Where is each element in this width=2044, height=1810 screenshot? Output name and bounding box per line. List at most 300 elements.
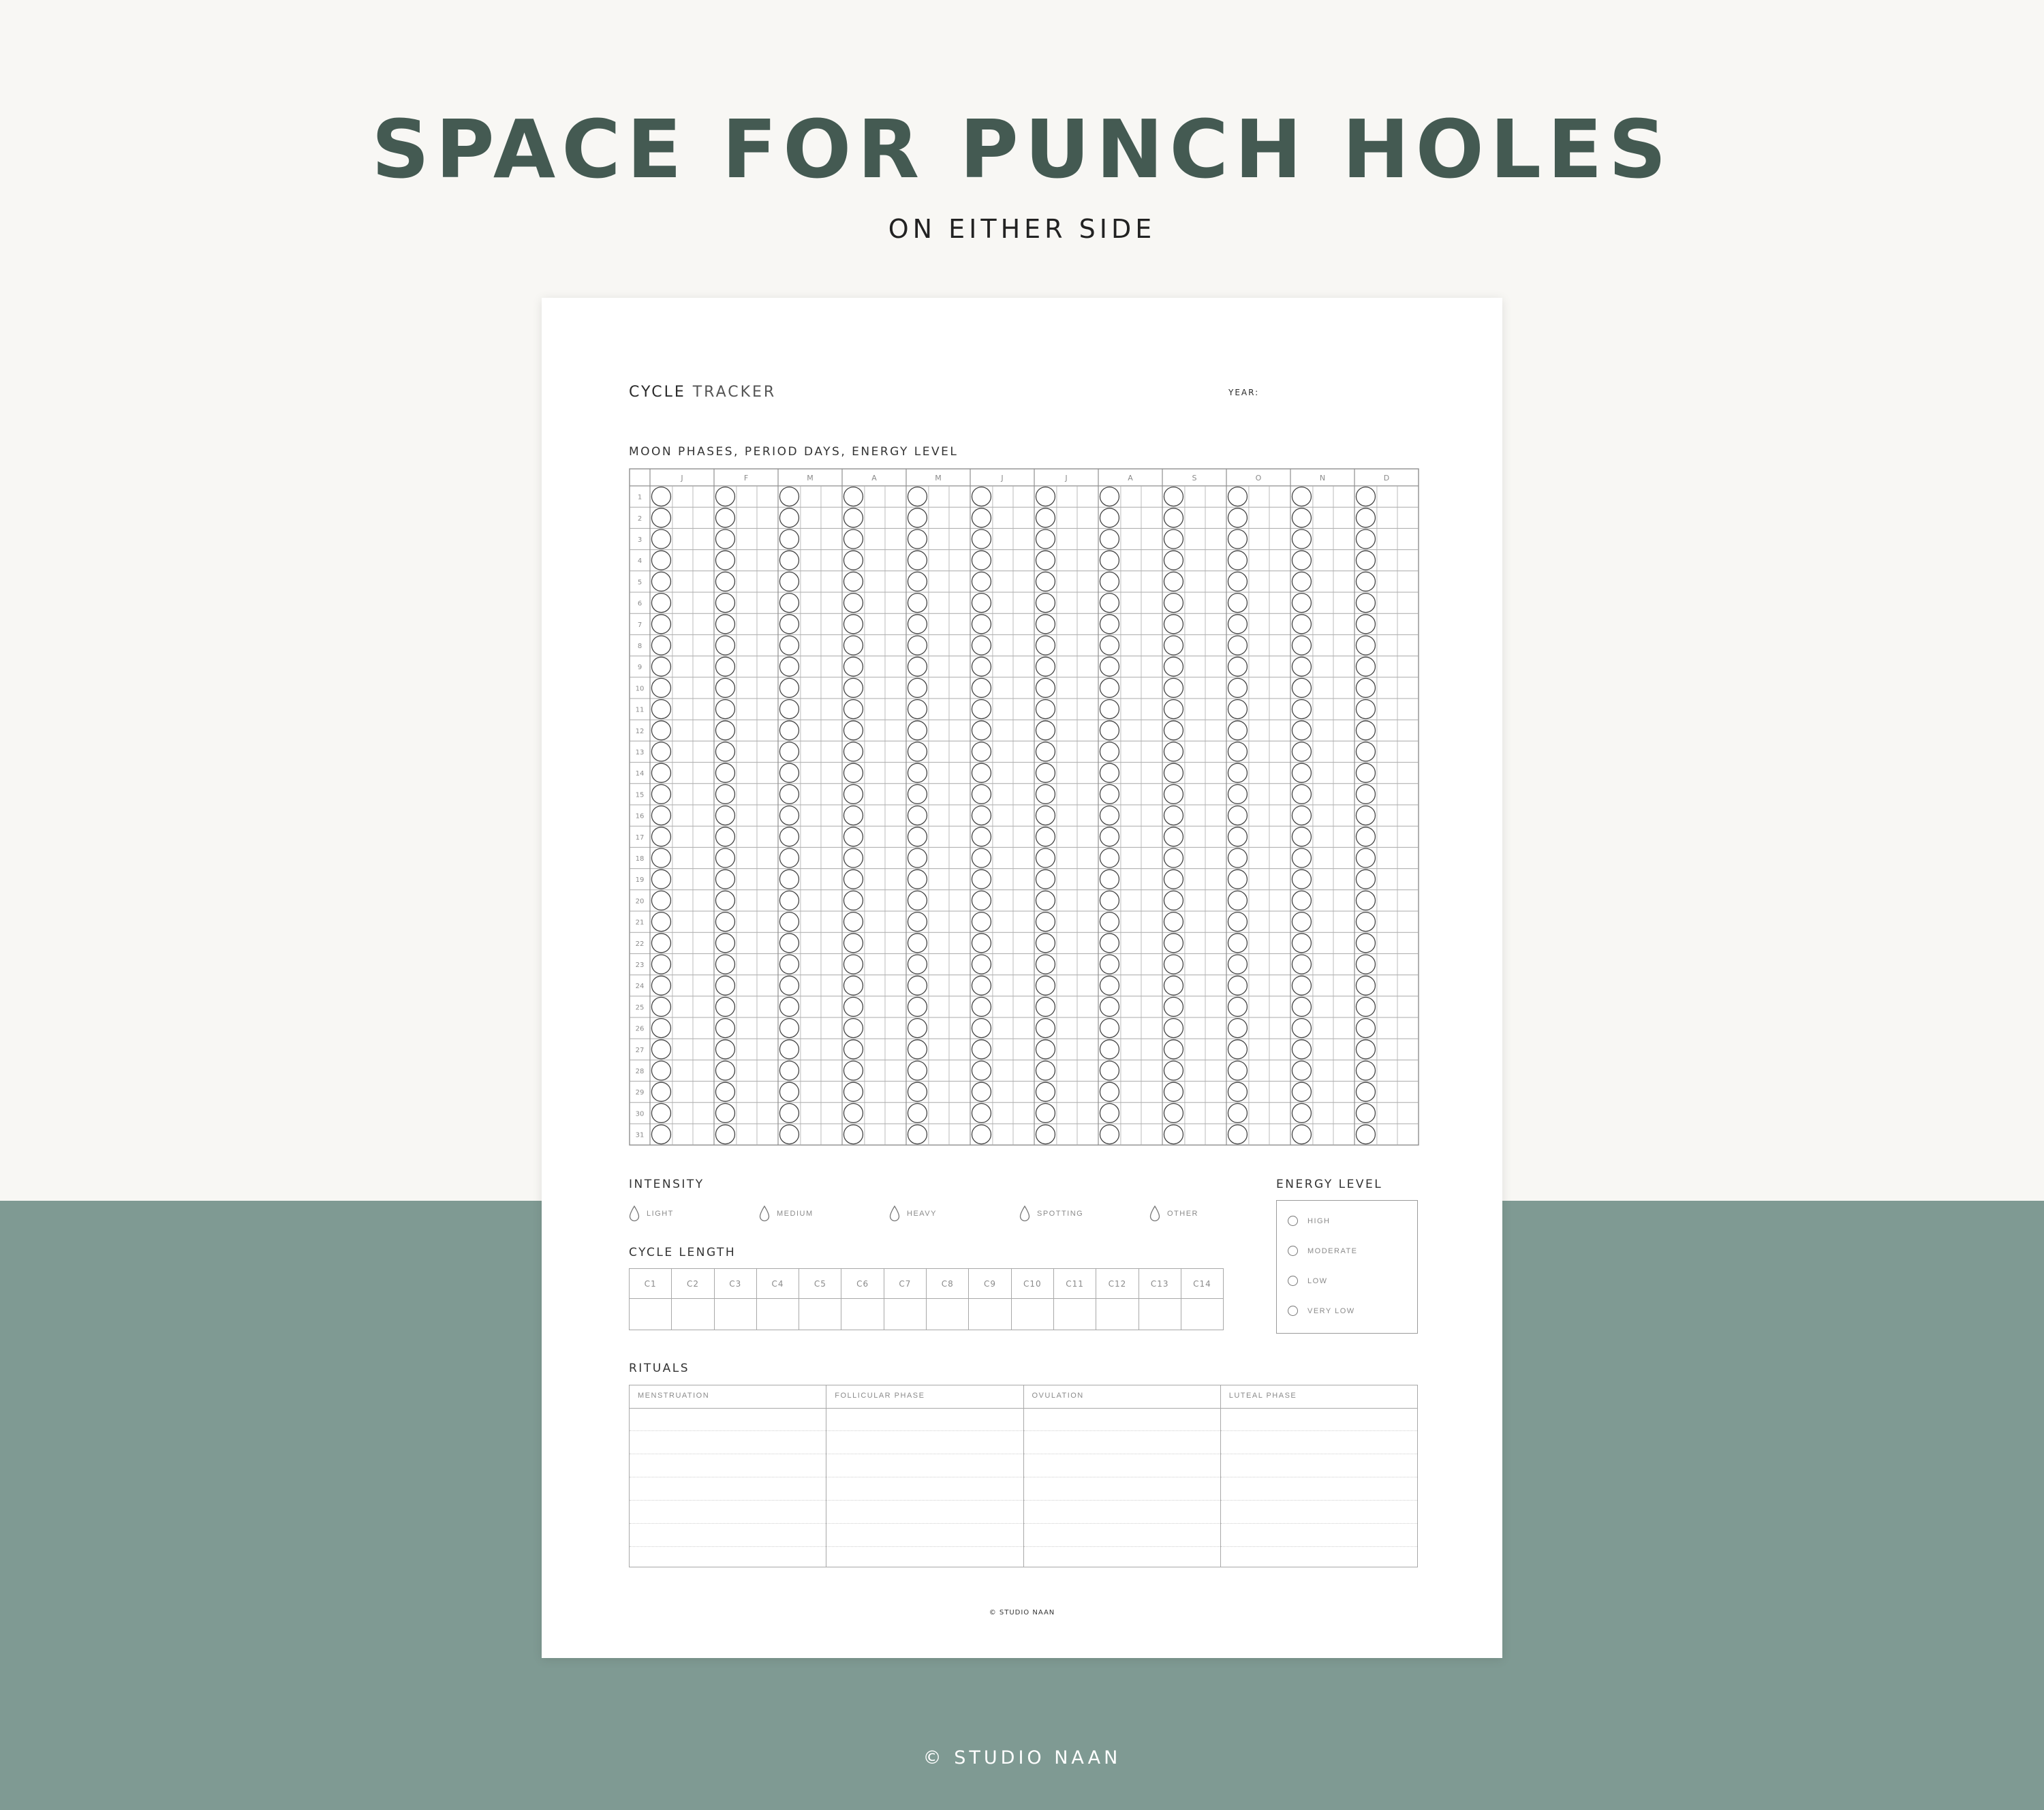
moon-phase-circle[interactable] (1356, 508, 1375, 527)
moon-phase-circle[interactable] (651, 1061, 670, 1080)
moon-phase-circle[interactable] (715, 572, 734, 591)
moon-phase-circle[interactable] (1292, 955, 1311, 974)
moon-phase-circle[interactable] (1356, 806, 1375, 825)
cycle-entry-cell[interactable] (1139, 1299, 1181, 1330)
moon-phase-circle[interactable] (651, 763, 670, 782)
moon-phase-circle[interactable] (843, 912, 863, 932)
cycle-entry-cell[interactable] (714, 1299, 756, 1330)
moon-phase-circle[interactable] (779, 848, 799, 868)
moon-phase-circle[interactable] (715, 1061, 734, 1080)
moon-phase-circle[interactable] (1228, 1082, 1247, 1101)
energy-option[interactable] (1288, 1246, 1358, 1256)
moon-phase-circle[interactable] (1164, 848, 1183, 868)
moon-phase-circle[interactable] (1164, 1061, 1183, 1080)
moon-phase-circle[interactable] (651, 870, 670, 889)
intensity-option[interactable] (889, 1206, 937, 1222)
moon-phase-circle[interactable] (779, 678, 799, 697)
moon-phase-circle[interactable] (1100, 1082, 1119, 1101)
moon-phase-circle[interactable] (779, 806, 799, 825)
moon-phase-circle[interactable] (1100, 827, 1119, 846)
moon-phase-circle[interactable] (1036, 594, 1055, 613)
moon-phase-circle[interactable] (1036, 955, 1055, 974)
moon-phase-circle[interactable] (651, 572, 670, 591)
moon-phase-circle[interactable] (651, 742, 670, 761)
moon-phase-circle[interactable] (908, 806, 927, 825)
cycle-entry-cell[interactable] (756, 1299, 799, 1330)
moon-phase-circle[interactable] (843, 551, 863, 570)
moon-phase-circle[interactable] (1164, 784, 1183, 803)
moon-phase-circle[interactable] (972, 955, 991, 974)
moon-phase-circle[interactable] (715, 934, 734, 953)
moon-phase-circle[interactable] (1356, 784, 1375, 803)
moon-phase-circle[interactable] (1036, 763, 1055, 782)
moon-phase-circle[interactable] (1292, 1103, 1311, 1122)
moon-phase-circle[interactable] (972, 784, 991, 803)
moon-phase-circle[interactable] (651, 955, 670, 974)
moon-phase-circle[interactable] (1100, 657, 1119, 676)
cycle-entry-cell[interactable] (927, 1299, 969, 1330)
moon-phase-circle[interactable] (843, 827, 863, 846)
moon-phase-circle[interactable] (1356, 530, 1375, 549)
moon-phase-circle[interactable] (1356, 657, 1375, 676)
moon-phase-circle[interactable] (1228, 763, 1247, 782)
moon-phase-circle[interactable] (651, 615, 670, 634)
moon-phase-circle[interactable] (1164, 976, 1183, 995)
moon-phase-circle[interactable] (715, 721, 734, 740)
moon-phase-circle[interactable] (1292, 976, 1311, 995)
moon-phase-circle[interactable] (843, 784, 863, 803)
cycle-entry-cell[interactable] (1011, 1299, 1053, 1330)
moon-phase-circle[interactable] (651, 508, 670, 527)
moon-phase-circle[interactable] (843, 721, 863, 740)
moon-phase-circle[interactable] (1228, 848, 1247, 868)
moon-phase-circle[interactable] (651, 934, 670, 953)
moon-phase-circle[interactable] (1356, 912, 1375, 932)
moon-phase-circle[interactable] (715, 508, 734, 527)
moon-phase-circle[interactable] (972, 657, 991, 676)
moon-phase-circle[interactable] (972, 742, 991, 761)
moon-phase-circle[interactable] (1100, 678, 1119, 697)
moon-phase-circle[interactable] (1164, 827, 1183, 846)
moon-phase-circle[interactable] (1292, 508, 1311, 527)
moon-phase-circle[interactable] (1356, 934, 1375, 953)
moon-phase-circle[interactable] (779, 1125, 799, 1144)
moon-phase-circle[interactable] (908, 1082, 927, 1101)
moon-phase-circle[interactable] (1356, 1061, 1375, 1080)
moon-phase-circle[interactable] (1100, 912, 1119, 932)
moon-phase-circle[interactable] (1036, 1019, 1055, 1038)
moon-phase-circle[interactable] (908, 742, 927, 761)
moon-phase-circle[interactable] (715, 594, 734, 613)
moon-phase-circle[interactable] (651, 806, 670, 825)
moon-phase-circle[interactable] (908, 1040, 927, 1059)
moon-phase-circle[interactable] (1356, 976, 1375, 995)
moon-phase-circle[interactable] (1228, 487, 1247, 506)
moon-phase-circle[interactable] (1036, 1040, 1055, 1059)
moon-phase-circle[interactable] (1036, 891, 1055, 910)
moon-phase-circle[interactable] (972, 934, 991, 953)
moon-phase-circle[interactable] (1036, 1103, 1055, 1122)
moon-phase-circle[interactable] (972, 763, 991, 782)
moon-phase-circle[interactable] (1292, 1082, 1311, 1101)
moon-phase-circle[interactable] (908, 827, 927, 846)
moon-phase-circle[interactable] (651, 1082, 670, 1101)
moon-phase-circle[interactable] (1036, 572, 1055, 591)
moon-phase-circle[interactable] (908, 1019, 927, 1038)
moon-phase-circle[interactable] (1292, 1040, 1311, 1059)
cycle-entry-cell[interactable] (672, 1299, 714, 1330)
moon-phase-circle[interactable] (1228, 572, 1247, 591)
moon-phase-circle[interactable] (1228, 912, 1247, 932)
moon-phase-circle[interactable] (1036, 742, 1055, 761)
ritual-column[interactable] (1221, 1385, 1417, 1567)
moon-phase-circle[interactable] (1036, 912, 1055, 932)
moon-phase-circle[interactable] (1228, 1040, 1247, 1059)
moon-phase-circle[interactable] (1100, 806, 1119, 825)
moon-phase-circle[interactable] (651, 827, 670, 846)
moon-phase-circle[interactable] (1292, 806, 1311, 825)
moon-phase-circle[interactable] (972, 530, 991, 549)
moon-phase-circle[interactable] (843, 678, 863, 697)
moon-phase-circle[interactable] (1100, 1040, 1119, 1059)
moon-phase-circle[interactable] (651, 848, 670, 868)
moon-phase-circle[interactable] (1100, 594, 1119, 613)
moon-phase-circle[interactable] (1036, 487, 1055, 506)
intensity-option[interactable] (1019, 1206, 1083, 1222)
moon-phase-circle[interactable] (972, 891, 991, 910)
moon-phase-circle[interactable] (908, 594, 927, 613)
cycle-entry-cell[interactable] (1053, 1299, 1096, 1330)
moon-phase-circle[interactable] (908, 721, 927, 740)
moon-phase-circle[interactable] (715, 870, 734, 889)
ritual-column[interactable] (826, 1385, 1023, 1567)
moon-phase-circle[interactable] (1356, 551, 1375, 570)
moon-phase-circle[interactable] (1164, 763, 1183, 782)
moon-phase-circle[interactable] (715, 806, 734, 825)
moon-phase-circle[interactable] (715, 742, 734, 761)
moon-phase-circle[interactable] (1164, 636, 1183, 655)
moon-phase-circle[interactable] (1036, 615, 1055, 634)
moon-phase-circle[interactable] (1164, 657, 1183, 676)
moon-phase-circle[interactable] (1228, 934, 1247, 953)
moon-phase-circle[interactable] (972, 997, 991, 1016)
moon-phase-circle[interactable] (651, 912, 670, 932)
moon-phase-circle[interactable] (972, 1061, 991, 1080)
moon-phase-circle[interactable] (908, 848, 927, 868)
moon-phase-circle[interactable] (779, 742, 799, 761)
moon-phase-circle[interactable] (908, 657, 927, 676)
moon-phase-circle[interactable] (1100, 551, 1119, 570)
moon-phase-circle[interactable] (1356, 678, 1375, 697)
moon-phase-circle[interactable] (1356, 1040, 1375, 1059)
moon-phase-circle[interactable] (1164, 487, 1183, 506)
moon-phase-circle[interactable] (1036, 827, 1055, 846)
moon-phase-circle[interactable] (908, 934, 927, 953)
moon-phase-circle[interactable] (1100, 997, 1119, 1016)
moon-phase-circle[interactable] (1036, 870, 1055, 889)
moon-phase-circle[interactable] (1100, 530, 1119, 549)
moon-phase-circle[interactable] (843, 657, 863, 676)
moon-phase-circle[interactable] (1356, 572, 1375, 591)
moon-phase-circle[interactable] (972, 594, 991, 613)
moon-phase-circle[interactable] (843, 742, 863, 761)
moon-phase-circle[interactable] (779, 657, 799, 676)
moon-phase-circle[interactable] (1292, 870, 1311, 889)
moon-phase-circle[interactable] (1100, 976, 1119, 995)
moon-phase-circle[interactable] (1356, 700, 1375, 719)
moon-phase-circle[interactable] (908, 912, 927, 932)
moon-phase-circle[interactable] (843, 487, 863, 506)
moon-phase-circle[interactable] (1100, 742, 1119, 761)
moon-phase-circle[interactable] (1164, 572, 1183, 591)
ritual-column[interactable] (1024, 1385, 1221, 1567)
moon-phase-circle[interactable] (1164, 742, 1183, 761)
moon-phase-circle[interactable] (1100, 700, 1119, 719)
moon-phase-circle[interactable] (1164, 1019, 1183, 1038)
moon-phase-circle[interactable] (1164, 594, 1183, 613)
moon-phase-circle[interactable] (651, 594, 670, 613)
moon-phase-circle[interactable] (1164, 1125, 1183, 1144)
moon-phase-circle[interactable] (843, 848, 863, 868)
moon-phase-circle[interactable] (1356, 742, 1375, 761)
moon-phase-circle[interactable] (1164, 870, 1183, 889)
moon-phase-circle[interactable] (715, 551, 734, 570)
moon-phase-circle[interactable] (1292, 678, 1311, 697)
moon-phase-circle[interactable] (1356, 1019, 1375, 1038)
moon-phase-circle[interactable] (779, 1040, 799, 1059)
moon-phase-circle[interactable] (972, 615, 991, 634)
moon-phase-circle[interactable] (1356, 763, 1375, 782)
moon-phase-circle[interactable] (1100, 487, 1119, 506)
moon-phase-circle[interactable] (1228, 870, 1247, 889)
cycle-entry-cell[interactable] (1181, 1299, 1223, 1330)
energy-option[interactable] (1288, 1276, 1328, 1286)
moon-phase-circle[interactable] (715, 615, 734, 634)
moon-phase-circle[interactable] (1356, 997, 1375, 1016)
moon-phase-circle[interactable] (1228, 615, 1247, 634)
moon-phase-circle[interactable] (972, 870, 991, 889)
moon-phase-circle[interactable] (1036, 508, 1055, 527)
moon-phase-circle[interactable] (1292, 891, 1311, 910)
moon-phase-circle[interactable] (908, 615, 927, 634)
cycle-entry-cell[interactable] (841, 1299, 884, 1330)
moon-phase-circle[interactable] (1228, 784, 1247, 803)
moon-phase-circle[interactable] (843, 615, 863, 634)
moon-phase-circle[interactable] (908, 1061, 927, 1080)
ritual-column[interactable] (630, 1385, 826, 1567)
moon-phase-circle[interactable] (651, 1040, 670, 1059)
moon-phase-circle[interactable] (779, 870, 799, 889)
moon-phase-circle[interactable] (972, 721, 991, 740)
moon-phase-circle[interactable] (908, 551, 927, 570)
moon-phase-circle[interactable] (1164, 955, 1183, 974)
moon-phase-circle[interactable] (1228, 551, 1247, 570)
moon-phase-circle[interactable] (1356, 1082, 1375, 1101)
moon-phase-circle[interactable] (1292, 827, 1311, 846)
moon-phase-circle[interactable] (843, 955, 863, 974)
moon-phase-circle[interactable] (1292, 572, 1311, 591)
moon-phase-circle[interactable] (1100, 763, 1119, 782)
moon-phase-circle[interactable] (1100, 891, 1119, 910)
moon-phase-circle[interactable] (1036, 678, 1055, 697)
moon-phase-circle[interactable] (779, 955, 799, 974)
moon-phase-circle[interactable] (715, 530, 734, 549)
moon-phase-circle[interactable] (779, 551, 799, 570)
moon-phase-circle[interactable] (843, 572, 863, 591)
moon-phase-circle[interactable] (843, 636, 863, 655)
moon-phase-circle[interactable] (972, 1103, 991, 1122)
moon-phase-circle[interactable] (651, 1019, 670, 1038)
moon-phase-circle[interactable] (908, 891, 927, 910)
moon-phase-circle[interactable] (972, 1040, 991, 1059)
moon-phase-circle[interactable] (1292, 657, 1311, 676)
moon-phase-circle[interactable] (1164, 997, 1183, 1016)
moon-phase-circle[interactable] (1036, 1061, 1055, 1080)
moon-phase-circle[interactable] (1100, 1103, 1119, 1122)
moon-phase-circle[interactable] (1292, 848, 1311, 868)
moon-phase-circle[interactable] (1164, 1103, 1183, 1122)
moon-phase-circle[interactable] (972, 1125, 991, 1144)
moon-phase-circle[interactable] (1036, 848, 1055, 868)
moon-phase-circle[interactable] (1036, 784, 1055, 803)
moon-phase-circle[interactable] (1292, 784, 1311, 803)
moon-phase-circle[interactable] (1228, 997, 1247, 1016)
moon-phase-circle[interactable] (843, 891, 863, 910)
energy-option[interactable] (1288, 1216, 1331, 1226)
moon-phase-circle[interactable] (779, 721, 799, 740)
moon-phase-circle[interactable] (651, 976, 670, 995)
cycle-entry-cell[interactable] (630, 1299, 672, 1330)
moon-phase-circle[interactable] (779, 976, 799, 995)
moon-phase-circle[interactable] (1164, 551, 1183, 570)
moon-phase-circle[interactable] (1228, 530, 1247, 549)
cycle-entry-cell[interactable] (1096, 1299, 1139, 1330)
moon-phase-circle[interactable] (843, 1125, 863, 1144)
cycle-entry-cell[interactable] (969, 1299, 1011, 1330)
moon-phase-circle[interactable] (843, 1061, 863, 1080)
moon-phase-circle[interactable] (715, 912, 734, 932)
moon-phase-circle[interactable] (972, 912, 991, 932)
moon-phase-circle[interactable] (715, 997, 734, 1016)
moon-phase-circle[interactable] (843, 763, 863, 782)
moon-phase-circle[interactable] (1292, 700, 1311, 719)
moon-phase-circle[interactable] (779, 1061, 799, 1080)
moon-phase-circle[interactable] (843, 976, 863, 995)
moon-phase-circle[interactable] (1228, 891, 1247, 910)
moon-phase-circle[interactable] (1164, 508, 1183, 527)
moon-phase-circle[interactable] (715, 1019, 734, 1038)
moon-phase-circle[interactable] (1100, 572, 1119, 591)
moon-phase-circle[interactable] (1356, 827, 1375, 846)
moon-phase-circle[interactable] (1164, 891, 1183, 910)
moon-phase-circle[interactable] (779, 784, 799, 803)
moon-phase-circle[interactable] (1036, 1082, 1055, 1101)
moon-phase-circle[interactable] (1292, 721, 1311, 740)
moon-phase-circle[interactable] (1100, 870, 1119, 889)
moon-phase-circle[interactable] (908, 976, 927, 995)
moon-phase-circle[interactable] (1292, 934, 1311, 953)
moon-phase-circle[interactable] (972, 700, 991, 719)
cycle-entry-cell[interactable] (884, 1299, 926, 1330)
moon-phase-circle[interactable] (715, 827, 734, 846)
moon-phase-circle[interactable] (1356, 594, 1375, 613)
moon-phase-circle[interactable] (779, 1019, 799, 1038)
moon-phase-circle[interactable] (908, 955, 927, 974)
moon-phase-circle[interactable] (715, 1040, 734, 1059)
moon-phase-circle[interactable] (779, 700, 799, 719)
moon-phase-circle[interactable] (651, 1103, 670, 1122)
moon-phase-circle[interactable] (651, 530, 670, 549)
moon-phase-circle[interactable] (779, 997, 799, 1016)
moon-phase-circle[interactable] (908, 700, 927, 719)
moon-phase-circle[interactable] (1036, 721, 1055, 740)
moon-phase-circle[interactable] (715, 700, 734, 719)
moon-phase-circle[interactable] (972, 976, 991, 995)
moon-phase-circle[interactable] (1164, 912, 1183, 932)
moon-phase-circle[interactable] (1228, 1103, 1247, 1122)
moon-phase-circle[interactable] (1228, 636, 1247, 655)
moon-phase-circle[interactable] (908, 997, 927, 1016)
moon-phase-circle[interactable] (1036, 636, 1055, 655)
moon-phase-circle[interactable] (843, 594, 863, 613)
moon-phase-circle[interactable] (779, 508, 799, 527)
moon-phase-circle[interactable] (1356, 848, 1375, 868)
moon-phase-circle[interactable] (1292, 997, 1311, 1016)
moon-phase-circle[interactable] (651, 997, 670, 1016)
moon-phase-circle[interactable] (1356, 615, 1375, 634)
moon-phase-circle[interactable] (843, 1040, 863, 1059)
energy-option[interactable] (1288, 1306, 1355, 1316)
moon-phase-circle[interactable] (1164, 934, 1183, 953)
moon-phase-circle[interactable] (843, 508, 863, 527)
moon-phase-circle[interactable] (715, 763, 734, 782)
moon-phase-circle[interactable] (1356, 636, 1375, 655)
moon-phase-circle[interactable] (715, 955, 734, 974)
moon-phase-circle[interactable] (1356, 870, 1375, 889)
moon-phase-circle[interactable] (779, 487, 799, 506)
moon-phase-circle[interactable] (972, 827, 991, 846)
moon-phase-circle[interactable] (779, 891, 799, 910)
intensity-option[interactable] (629, 1206, 674, 1222)
moon-phase-circle[interactable] (972, 1019, 991, 1038)
moon-phase-circle[interactable] (843, 997, 863, 1016)
moon-phase-circle[interactable] (972, 678, 991, 697)
moon-phase-circle[interactable] (1164, 700, 1183, 719)
moon-phase-circle[interactable] (715, 1125, 734, 1144)
moon-phase-circle[interactable] (1100, 508, 1119, 527)
moon-phase-circle[interactable] (843, 1082, 863, 1101)
moon-phase-circle[interactable] (1100, 1019, 1119, 1038)
moon-phase-circle[interactable] (908, 784, 927, 803)
moon-phase-circle[interactable] (908, 870, 927, 889)
moon-phase-circle[interactable] (1292, 487, 1311, 506)
moon-phase-circle[interactable] (779, 827, 799, 846)
moon-phase-circle[interactable] (1356, 955, 1375, 974)
cycle-entry-cell[interactable] (799, 1299, 841, 1330)
moon-phase-circle[interactable] (651, 678, 670, 697)
moon-phase-circle[interactable] (1164, 615, 1183, 634)
moon-phase-circle[interactable] (651, 487, 670, 506)
moon-phase-circle[interactable] (715, 848, 734, 868)
moon-phase-circle[interactable] (715, 678, 734, 697)
moon-phase-circle[interactable] (908, 572, 927, 591)
moon-phase-circle[interactable] (1356, 891, 1375, 910)
moon-phase-circle[interactable] (1100, 934, 1119, 953)
intensity-option[interactable] (759, 1206, 814, 1222)
moon-phase-circle[interactable] (1292, 742, 1311, 761)
moon-phase-circle[interactable] (1100, 721, 1119, 740)
moon-phase-circle[interactable] (972, 636, 991, 655)
